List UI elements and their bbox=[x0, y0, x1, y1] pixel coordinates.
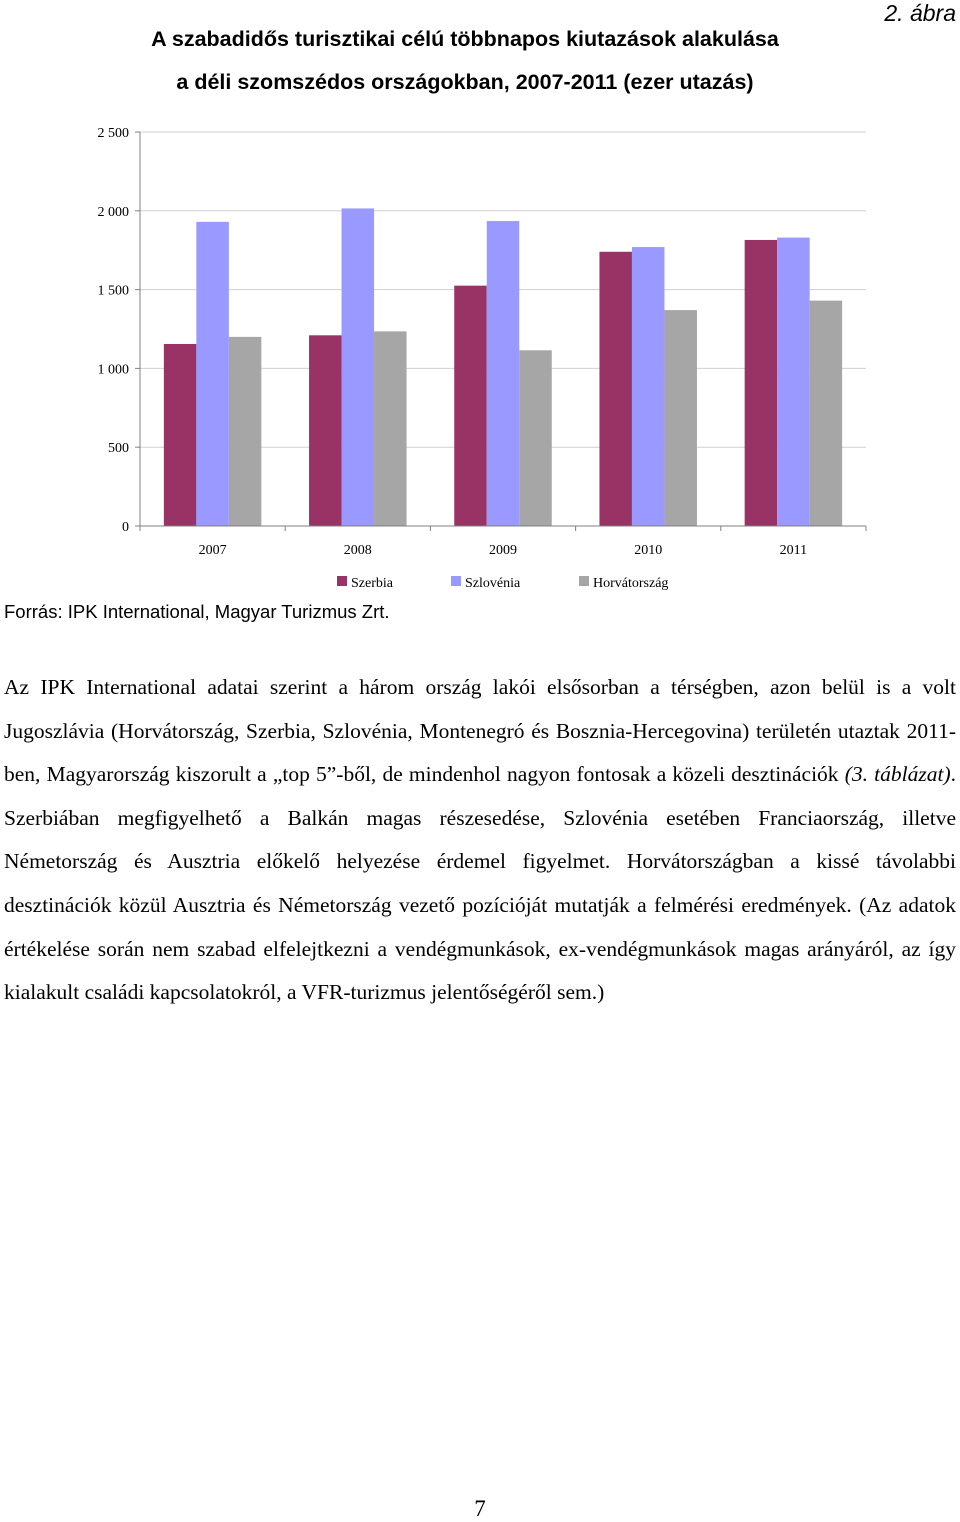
bar-chart bbox=[0, 0, 960, 600]
bar bbox=[309, 335, 342, 526]
x-tick-label: 2007 bbox=[198, 543, 227, 558]
bar bbox=[196, 222, 229, 526]
legend-label: Horvátország bbox=[593, 576, 669, 591]
paragraph-part2: . Szerbiában megfigyelhető a Balkán magas részesedése, Szlovénia esetében Franciaország, illetve Németország és Ausztria előkelő helyezése érdemel figyelmet. Horvátországban a kissé távolabbi desztinációk közül Ausztria és Németország vezető pozícióját mutatják a felmérési eredmények. (Az adatok értékelése során nem szabad elfelejtkezni a vendégmunkások, ex-vendégmunkások magas arányáról, az így kialakult családi kapcsolatokról, a VFR-turizmus jelentőségéről sem.) bbox=[4, 762, 956, 1005]
y-tick-label: 1 000 bbox=[97, 362, 129, 378]
bar bbox=[229, 337, 262, 526]
chart-title: A szabadidős turisztikai célú többnapos kiutazások alakulása bbox=[151, 27, 779, 51]
page-number: 7 bbox=[474, 1496, 486, 1521]
x-tick-label: 2011 bbox=[779, 543, 808, 558]
bar bbox=[342, 208, 375, 526]
bar bbox=[454, 286, 487, 526]
table-reference: (3. táblázat) bbox=[844, 762, 951, 787]
bars bbox=[164, 208, 842, 526]
legend bbox=[337, 576, 668, 591]
bar bbox=[664, 310, 697, 526]
y-tick-label: 2 500 bbox=[97, 126, 129, 141]
source-note: Forrás: IPK International, Magyar Turizmus Zrt. bbox=[4, 601, 390, 622]
y-tick-label: 2 000 bbox=[97, 204, 129, 220]
bar bbox=[632, 247, 665, 526]
legend-label: Szlovénia bbox=[465, 576, 521, 591]
x-tick-label: 2009 bbox=[489, 543, 517, 558]
y-tick-label: 1 500 bbox=[97, 283, 129, 299]
bar bbox=[374, 331, 407, 526]
figure-label: 2. ábra bbox=[884, 0, 956, 26]
legend-swatch bbox=[337, 576, 347, 586]
x-tick-label: 2010 bbox=[634, 543, 663, 558]
bar bbox=[810, 301, 843, 526]
x-tick-label: 2008 bbox=[343, 543, 372, 558]
legend-swatch bbox=[451, 576, 461, 586]
bar bbox=[599, 252, 632, 526]
paragraph-part1: Az IPK International adatai szerint a három ország lakói elsősorban a térségben, azon belül is a volt Jugoszlávia (Horvátország, Szerbia, Szlovénia, Montenegró és Bosznia-Hercegovina) területén utaztak 2011-ben, Magyarország kiszorult a „top 5”-ből, de mindenhol nagyon fontosak a közeli desztinációk bbox=[4, 675, 956, 787]
bar bbox=[487, 221, 520, 526]
body-paragraph bbox=[4, 666, 956, 1015]
bar bbox=[519, 350, 552, 526]
chart-subtitle: a déli szomszédos országokban, 2007-2011 (ezer utazás) bbox=[176, 70, 754, 94]
bar bbox=[745, 240, 778, 526]
legend-swatch bbox=[579, 576, 589, 586]
y-tick-label: 0 bbox=[122, 520, 129, 535]
bar bbox=[164, 344, 197, 526]
bar bbox=[777, 238, 810, 526]
legend-label: Szerbia bbox=[351, 576, 393, 591]
y-tick-label: 500 bbox=[108, 441, 129, 457]
